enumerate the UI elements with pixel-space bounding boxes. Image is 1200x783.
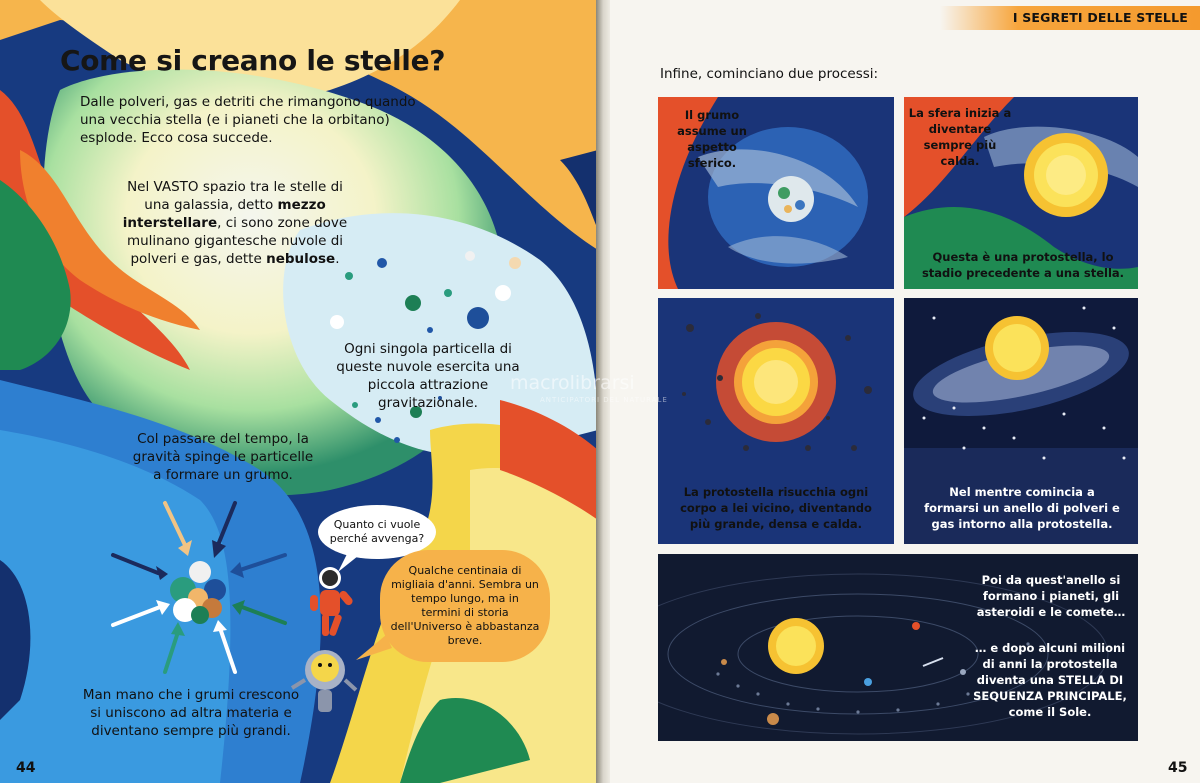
left-page — [0, 0, 598, 783]
merge-paragraph: Man mano che i grumi crescono si uniscono ad altra materia e diventano sempre più grandi. — [82, 687, 300, 739]
caption-ring: Nel mentre comincia a formarsi un anello di polveri e gas intorno alla protostella. — [924, 485, 1120, 531]
caption-protostar: Questa è una protostella, lo stadio precedente a una stella. — [921, 250, 1125, 280]
intro-paragraph: Dalle polveri, gas e detriti che rimangono quando una vecchia stella (e i pianeti che la orbitano) esplode. Ecco cosa succede. — [80, 94, 416, 146]
term-nebulae: nebulose — [266, 251, 336, 267]
interstellar-text-1: Nel VASTO spazio tra le stelle di una galassia, detto — [127, 179, 343, 213]
speech-bubble-question: Quanto ci vuole perché avvenga? — [318, 505, 436, 559]
page-number-left: 44 — [16, 760, 36, 776]
interstellar-text-3: . — [335, 251, 340, 267]
particle-paragraph: Ogni singola particella di queste nuvole esercita una piccola attrazione gravitazionale. — [336, 341, 520, 411]
panel-forming-ring — [904, 298, 1138, 544]
caption-heating: La sfera inizia a diventare sempre più calda. — [908, 106, 1012, 168]
caption-spherical: Il grumo assume un aspetto sferico. — [677, 108, 747, 170]
interstellar-text-2: , ci sono zone dove mulinano gigantesche nuvole di polveri e gas, dette — [126, 215, 348, 267]
processes-intro: Infine, cominciano due processi: — [660, 66, 879, 82]
watermark-brand: macrolibrarsi — [510, 372, 635, 394]
watermark-tagline: ANTICIPATORI DEL NATURALE — [540, 396, 668, 404]
caption-planets: Poi da quest'anello si formano i pianeti, gli asteroidi e le comete… — [976, 573, 1126, 619]
interstellar-paragraph — [115, 178, 355, 268]
right-page — [610, 0, 1200, 783]
panel-heating-sphere — [904, 97, 1138, 289]
gravity-paragraph: Col passare del tempo, la gravità spinge le particelle a formare un grumo. — [132, 431, 314, 483]
panel-main-sequence — [658, 554, 1138, 741]
section-label: I SEGRETI DELLE STELLE — [1012, 10, 1188, 25]
speech-bubble-answer: Qualche centinaia di migliaia d'anni. Sembra un tempo lungo, ma in termini di storia dell'Universo è abbastanza breve. — [380, 550, 550, 662]
page-title: Come si creano le stelle? — [60, 44, 446, 77]
page-number-right: 45 — [1168, 760, 1188, 776]
panel-spherical-clump — [658, 97, 894, 289]
caption-main-sequence: … e dopo alcuni milioni di anni la protostella diventa una STELLA DI SEQUENZA PRINCIPALE, come il Sole. — [973, 641, 1127, 719]
term-interstellar-medium: mezzo interstellare — [122, 197, 326, 231]
section-header-band — [940, 6, 1200, 30]
caption-absorbs: La protostella risucchia ogni corpo a lei vicino, diventando più grande, densa e calda. — [680, 485, 872, 531]
panel-protostar-growth — [658, 298, 894, 544]
